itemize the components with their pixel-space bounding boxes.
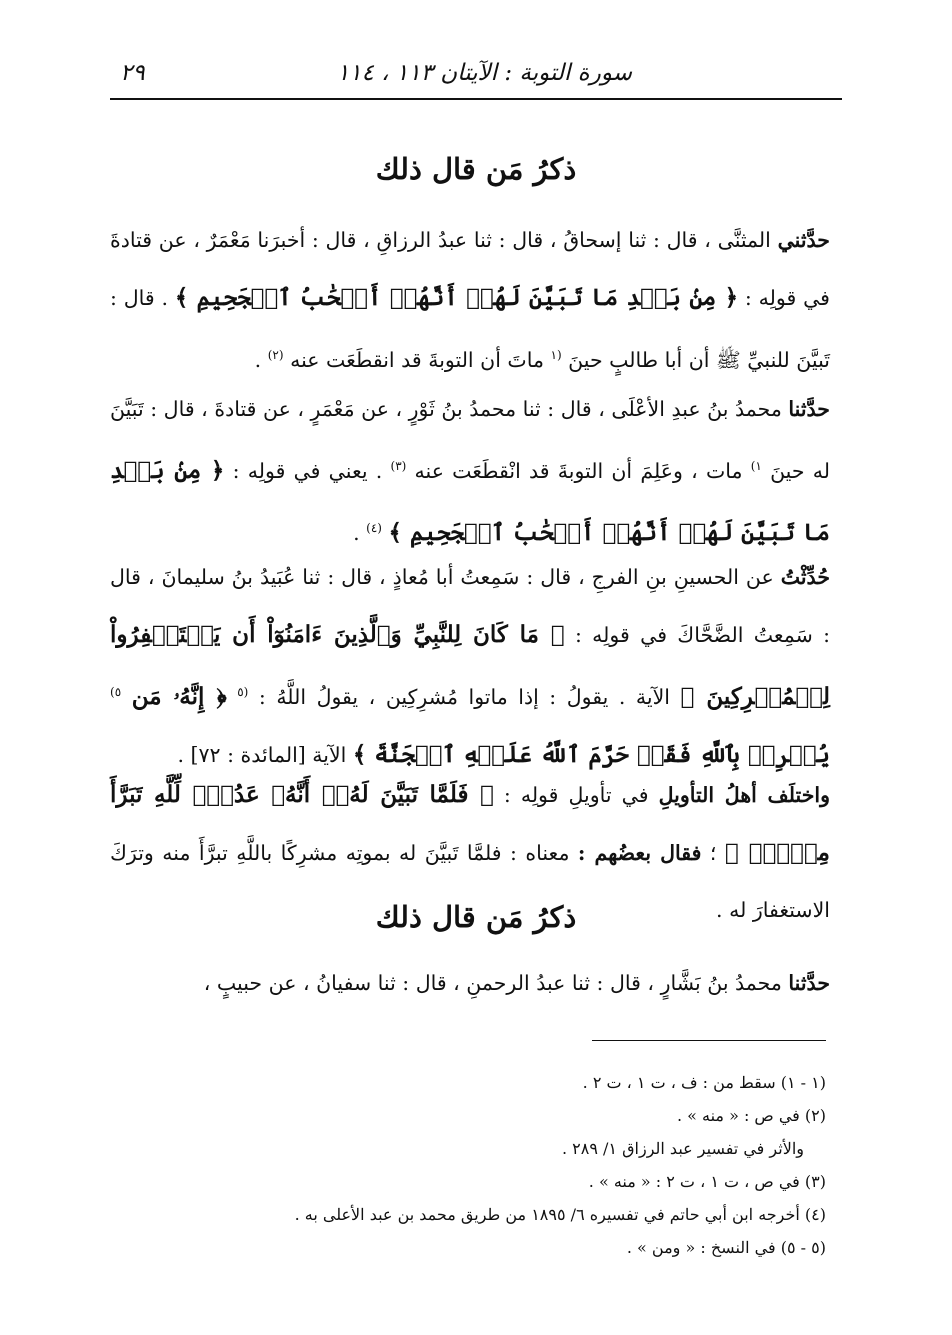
footnote: (٢) في ص : « منه » .	[676, 1106, 826, 1125]
paragraph-text: محمدُ بنُ عبدِ الأعْلَى ، قال : ثنا محمدُ بنُ ثَوْرٍ ، عن مَعْمَرٍ ، عن قتادةَ ، قال : تَبَيَّنَ له حينَ	[110, 397, 830, 483]
paragraph-lead: حدَّثنا	[788, 971, 830, 995]
quran-quote: ﴿ مَا كَانَ لِلنَّبِيِّ وَٱلَّذِينَ ءَامَنُوٓاْ أَن يَسۡتَغۡفِرُواْ لِلۡمُشۡرِكِينَ ﴾	[110, 621, 830, 710]
footnote-ref: (٥	[237, 685, 249, 699]
page-number: ٢٩	[120, 60, 145, 86]
footnote-ref: (٤)	[366, 520, 382, 535]
paragraph-1	[110, 212, 830, 389]
paragraph-text: ماتَ أن التوبةَ قد انقطَعَت عنه	[290, 347, 544, 372]
paragraph-text: ؛	[709, 841, 717, 865]
quran-quote: ﴿ مِنۢ بَعۡدِ مَا تَبَيَّنَ لَهُمۡ أَنَّهُمۡ أَصۡحَٰبُ ٱلۡجَحِيمِ ﴾	[174, 284, 739, 311]
footnote-rule	[592, 1040, 826, 1041]
paragraph-text: الآية . يقولُ : إذا ماتوا مُشرِكِين ، يقولُ اللَّهُ :	[258, 684, 670, 709]
footnote-ref: ١)	[750, 459, 762, 473]
paragraph-text: معناه : فلمَّا تَبيَّنَ له بموتِه مشرِكًا باللَّهِ تبرَّأَ منه وترَكَ الاستغفارَ له .	[110, 841, 830, 922]
paragraph-text: المثنَّى ، قال : ثنا إسحاقُ ، قال : ثنا عبدُ الرزاقِ ، قال : أخبرَنا مَعْمَرٌ ، عن قتادةَ في قولِه :	[110, 228, 830, 310]
paragraph-lead: فقال بعضُهم :	[577, 841, 702, 865]
paragraph-text: عن الحسينِ بنِ الفرجِ ، قال : سَمِعتُ أبا مُعاذٍ ، قال : ثنا عُبَيدُ بنُ سليمانَ ، قال : سَمِعتُ الضَّحَّاكَ في قولِه :	[110, 565, 830, 647]
paragraph-lead: حدَّثني	[777, 228, 830, 252]
footnote: (٣) في ص ، ت ١ ، ت ٢ : « منه » .	[588, 1172, 826, 1191]
footnote-continuation: والأثر في تفسير عبد الرزاق ١/ ٢٨٩ .	[561, 1139, 804, 1158]
paragraph-text: مات ، وعَلِمَ أن التوبةَ قد انْقطَعَت عنه	[414, 458, 743, 483]
paragraph-5	[110, 955, 830, 1012]
page-header	[120, 58, 832, 98]
quran-quote: يُشۡرِكۡ بِٱللَّهِ فَقَدۡ حَرَّمَ ٱللَّهُ عَلَيۡهِ ٱلۡجَنَّةَ ﴾	[352, 740, 830, 768]
quran-quote: ﴿ فَلَمَّا تَبَيَّنَ لَهُۥٓ أَنَّهُۥ عَدُوّٞ لِّلَّهِ تَبَرَّأَ مِنۡهُۚ ﴾	[110, 781, 830, 866]
paragraph-lead: حدَّثنا	[788, 397, 830, 421]
footnote: (٥ - ٥) في النسخ : « ومن » .	[626, 1238, 826, 1257]
footnote-ref: (٣)	[390, 459, 407, 473]
paragraph-text: في تأويلِ قولِه :	[503, 783, 649, 807]
footnote-ref: (٢)	[267, 348, 284, 362]
paragraph-lead: واختلَف أهلُ التأويلِ	[658, 783, 830, 807]
footnotes	[200, 1066, 826, 1264]
paragraph-text: . يعني في قولِه :	[232, 458, 383, 483]
footnote: (٤) أخرجه ابن أبي حاتم في تفسيره ٦/ ١٨٩٥ من طريق محمد بن عبد الأعلى به .	[294, 1205, 826, 1224]
quran-quote: ﴿ إِنَّهُۥ مَن	[131, 682, 227, 710]
paragraph-end: .	[254, 347, 262, 372]
paragraph-text: الآية [المائدة : ٧٢] .	[177, 742, 347, 767]
running-title: سورة التوبة : الآيتان ١١٣ ، ١١٤	[336, 60, 632, 86]
paragraph-3	[110, 549, 830, 784]
footnote: (١ - ١) سقط من : ف ، ت ١ ، ت ٢ .	[582, 1073, 826, 1092]
section-heading: ذكرُ مَن قال ذلك	[375, 152, 577, 186]
paragraph-end: .	[353, 520, 360, 545]
paragraph-2	[110, 381, 830, 562]
paragraph-lead: حُدِّثْتُ	[780, 565, 830, 589]
quran-quote: ﴿ مِنۢ بَعۡدِ مَا تَبَيَّنَ لَهُمۡ أَنَّهُمۡ أَصۡحَٰبُ ٱلۡجَحِيمِ ﴾	[110, 456, 830, 546]
paragraph-text: . قال : تَبيَّنَ للنبيِّ ﷺ أن أبا طالبٍ حينَ	[110, 286, 830, 372]
footnote-ref: (١	[550, 348, 562, 362]
header-rule	[110, 98, 842, 100]
section-heading: ذكرُ مَن قال ذلك	[375, 900, 577, 934]
footnote-ref: ٥)	[110, 685, 122, 699]
paragraph-text: محمدُ بنُ بَشَّارٍ ، قال : ثنا عبدُ الرحمنِ ، قال : ثنا سفيانُ ، عن حبيبٍ ،	[203, 971, 782, 995]
